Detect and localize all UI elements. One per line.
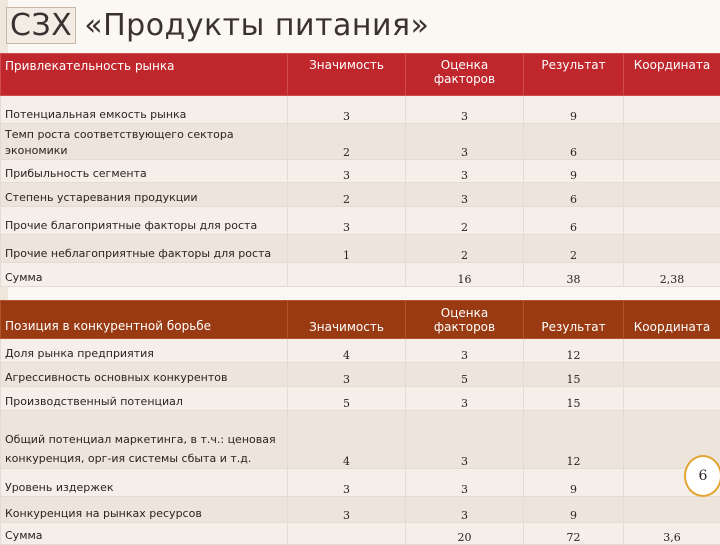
table-row: [1, 497, 720, 523]
result-value: 9: [524, 469, 624, 497]
coordinate-value: [624, 207, 720, 235]
score-value: 3: [406, 160, 524, 183]
result-value: 2: [524, 235, 624, 263]
result-value: 9: [524, 96, 624, 124]
score-value: 2: [406, 207, 524, 235]
result-value: 6: [524, 207, 624, 235]
weight-value: 4: [288, 411, 406, 469]
weight-value: 2: [288, 124, 406, 160]
table-row: [1, 235, 720, 263]
table2-header-score: Оценка факторов: [406, 301, 524, 339]
score-value: 3: [406, 497, 524, 523]
coordinate-sum: 2,38: [624, 263, 720, 287]
result-value: 12: [524, 339, 624, 363]
weight-value: 3: [288, 96, 406, 124]
table2-header-result: Результат: [524, 301, 624, 339]
table2-header-weight: Значимость: [288, 301, 406, 339]
coordinate-value: [624, 339, 720, 363]
table-row: [1, 387, 720, 411]
weight-value: 3: [288, 207, 406, 235]
result-value: 12: [524, 411, 624, 469]
factor-label: Общий потенциал маркетинга, в т.ч.: ценовая конкуренция, орг-ия системы сбыта и т.д.: [1, 411, 288, 469]
factor-label: Потенциальная емкость рынка: [1, 96, 288, 124]
weight-value: [288, 523, 406, 545]
weight-value: 3: [288, 160, 406, 183]
score-sum: 20: [406, 523, 524, 545]
score-value: 3: [406, 96, 524, 124]
result-sum: 38: [524, 263, 624, 287]
weight-value: 3: [288, 469, 406, 497]
table-row: [1, 160, 720, 183]
table1-header-result: Результат: [524, 54, 624, 96]
score-sum: 16: [406, 263, 524, 287]
table-row: [1, 207, 720, 235]
table1-header-factor: Привлекательность рынка: [1, 54, 288, 96]
table-row: [1, 124, 720, 160]
score-value: 3: [406, 339, 524, 363]
factor-label: Доля рынка предприятия: [1, 339, 288, 363]
factor-label: Прочие неблагоприятные факторы для роста: [1, 235, 288, 263]
table-row: [1, 96, 720, 124]
result-value: 6: [524, 183, 624, 207]
title-prefix: СЗХ: [6, 7, 76, 44]
result-value: 9: [524, 497, 624, 523]
table1-header-weight: Значимость: [288, 54, 406, 96]
factor-label: Уровень издержек: [1, 469, 288, 497]
factor-label: Прочие благоприятные факторы для роста: [1, 207, 288, 235]
table-row: [1, 183, 720, 207]
weight-value: 1: [288, 235, 406, 263]
table1-header-row: [1, 54, 720, 96]
table1-header-score: Оценка факторов: [406, 54, 524, 96]
coordinate-value: [624, 183, 720, 207]
weight-value: 2: [288, 183, 406, 207]
score-value: 5: [406, 363, 524, 387]
factor-label: Степень устаревания продукции: [1, 183, 288, 207]
score-value: 3: [406, 124, 524, 160]
score-value: 2: [406, 235, 524, 263]
table2-sum-row: [1, 523, 720, 545]
competitive-position-table: [0, 300, 720, 545]
table-row: [1, 411, 720, 469]
factor-label: Темп роста соответствующего сектора экономики: [1, 124, 288, 160]
score-value: 3: [406, 183, 524, 207]
sum-label: Сумма: [1, 523, 288, 545]
weight-value: 4: [288, 339, 406, 363]
factor-label: Конкуренция на рынках ресурсов: [1, 497, 288, 523]
result-value: 6: [524, 124, 624, 160]
title-main: «Продукты питания»: [84, 8, 429, 43]
coordinate-value: [624, 235, 720, 263]
factor-label: Производственный потенциал: [1, 387, 288, 411]
result-value: 15: [524, 387, 624, 411]
result-sum: 72: [524, 523, 624, 545]
result-value: 15: [524, 363, 624, 387]
slide-number-badge: 6: [684, 455, 720, 497]
coordinate-value: [624, 363, 720, 387]
table2-header-coordinate: Координата: [624, 301, 720, 339]
score-value: 3: [406, 387, 524, 411]
table1-header-coordinate: Координата: [624, 54, 720, 96]
weight-value: 3: [288, 363, 406, 387]
score-value: 3: [406, 411, 524, 469]
coordinate-value: [624, 160, 720, 183]
coordinate-sum: 3,6: [624, 523, 720, 545]
weight-value: 5: [288, 387, 406, 411]
factor-label: Агрессивность основных конкурентов: [1, 363, 288, 387]
coordinate-value: [624, 96, 720, 124]
factor-label: Прибыльность сегмента: [1, 160, 288, 183]
coordinate-value: [624, 124, 720, 160]
table1-sum-row: [1, 263, 720, 287]
table-row: [1, 363, 720, 387]
market-attractiveness-table: [0, 53, 720, 287]
sum-label: Сумма: [1, 263, 288, 287]
table-row: [1, 469, 720, 497]
coordinate-value: [624, 387, 720, 411]
slide-title: [6, 8, 429, 52]
coordinate-value: [624, 497, 720, 523]
result-value: 9: [524, 160, 624, 183]
table2-header-row: [1, 301, 720, 339]
score-value: 3: [406, 469, 524, 497]
table2-header-factor: Позиция в конкурентной борьбе: [1, 301, 288, 339]
table-row: [1, 339, 720, 363]
weight-value: 3: [288, 497, 406, 523]
weight-value: [288, 263, 406, 287]
